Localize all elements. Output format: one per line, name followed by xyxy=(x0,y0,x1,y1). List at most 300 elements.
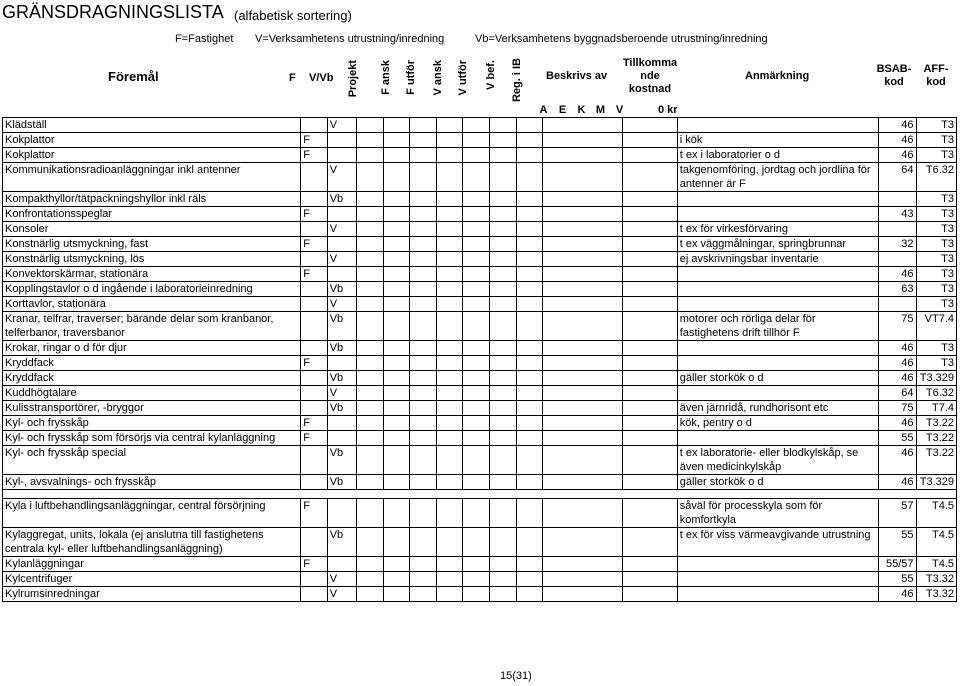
cell-vvb: Vb xyxy=(327,371,357,386)
cell-bsab-kod: 75 xyxy=(879,312,916,341)
cell-beskrivs-av xyxy=(543,192,623,207)
cell-reg-ib xyxy=(516,371,543,386)
cell-v-bef xyxy=(489,386,516,401)
cell-foremal: Kulisstransportörer, -bryggor xyxy=(3,401,301,416)
header-zero-kr: 0 kr xyxy=(658,104,678,116)
cell-foremal: Kokplattor xyxy=(3,133,301,148)
cell-tillkommande-kostnad xyxy=(622,163,677,192)
table-row xyxy=(3,192,957,207)
cell-tillkommande-kostnad xyxy=(622,148,677,163)
cell-beskrivs-av xyxy=(543,282,623,297)
cell-v-ansk xyxy=(436,341,463,356)
cell-vvb: V xyxy=(327,222,357,237)
cell-v-utfor xyxy=(463,148,490,163)
cell-beskrivs-av xyxy=(543,528,623,557)
cell-bsab-kod: 46 xyxy=(879,118,916,133)
cell-v-utfor xyxy=(463,401,490,416)
cell-aff-kod: T3 xyxy=(916,356,956,371)
cell-v-ansk xyxy=(436,475,463,490)
cell-projekt xyxy=(357,499,384,528)
cell-reg-ib xyxy=(516,401,543,416)
cell-v-bef xyxy=(489,118,516,133)
header-f-utfor: F utför xyxy=(405,60,417,95)
cell-tillkommande-kostnad xyxy=(622,252,677,267)
cell-f-utfor xyxy=(410,312,437,341)
cell-bsab-kod: 46 xyxy=(879,148,916,163)
cell-f xyxy=(301,572,328,587)
cell-v-utfor xyxy=(463,133,490,148)
cell-reg-ib xyxy=(516,252,543,267)
cell-vvb: V xyxy=(327,572,357,587)
cell-f-ansk xyxy=(383,386,410,401)
page-subtitle: (alfabetisk sortering) xyxy=(234,8,352,23)
cell-anmarkning xyxy=(677,207,879,222)
cell-aff-kod: T3.329 xyxy=(916,371,956,386)
cell-projekt xyxy=(357,557,384,572)
cell-f-ansk xyxy=(383,267,410,282)
cell-bsab-kod: 55/57 xyxy=(879,557,916,572)
cell-projekt xyxy=(357,192,384,207)
cell-reg-ib xyxy=(516,237,543,252)
cell-foremal: Kuddhögtalare xyxy=(3,386,301,401)
cell-bsab-kod: 46 xyxy=(879,341,916,356)
cell-f-ansk xyxy=(383,297,410,312)
cell-projekt xyxy=(357,267,384,282)
cell-f-utfor xyxy=(410,192,437,207)
cell-vvb: V xyxy=(327,163,357,192)
cell-v-utfor xyxy=(463,371,490,386)
cell-f: F xyxy=(301,207,328,222)
cell-aff-kod: T3 xyxy=(916,222,956,237)
cell-reg-ib xyxy=(516,297,543,312)
cell-foremal: Kompakthyllor/tätpackningshyllor inkl räls xyxy=(3,192,301,207)
cell-v-bef xyxy=(489,252,516,267)
cell-bsab-kod: 46 xyxy=(879,267,916,282)
cell-f xyxy=(301,446,328,475)
cell-beskrivs-av xyxy=(543,572,623,587)
table-row xyxy=(3,222,957,237)
cell-f-utfor xyxy=(410,207,437,222)
cell-v-bef xyxy=(489,499,516,528)
cell-vvb: Vb xyxy=(327,192,357,207)
table-row xyxy=(3,587,957,602)
cell-beskrivs-av xyxy=(543,499,623,528)
cell-foremal: Kylanläggningar xyxy=(3,557,301,572)
cell-anmarkning xyxy=(677,557,879,572)
cell-v-ansk xyxy=(436,312,463,341)
cell-v-utfor xyxy=(463,297,490,312)
cell-v-utfor xyxy=(463,282,490,297)
cell-beskrivs-av xyxy=(543,252,623,267)
cell-f-utfor xyxy=(410,431,437,446)
cell-f-ansk xyxy=(383,282,410,297)
cell-v-bef xyxy=(489,192,516,207)
cell-v-bef xyxy=(489,148,516,163)
legend-verksamhet-bygg: Vb=Verksamhetens byggnadsberoende utrustning/inredning xyxy=(475,33,768,45)
cell-anmarkning xyxy=(677,118,879,133)
cell-f-utfor xyxy=(410,371,437,386)
cell-anmarkning: såväl för processkyla som för komfortkyla xyxy=(677,499,879,528)
table-row xyxy=(3,557,957,572)
cell-f-utfor xyxy=(410,133,437,148)
cell-beskrivs-av xyxy=(543,557,623,572)
cell-v-bef xyxy=(489,297,516,312)
cell-bsab-kod: 46 xyxy=(879,587,916,602)
cell-v-bef xyxy=(489,401,516,416)
cell-reg-ib xyxy=(516,282,543,297)
cell-vvb: Vb xyxy=(327,528,357,557)
cell-bsab-kod: 75 xyxy=(879,401,916,416)
cell-vvb xyxy=(327,431,357,446)
cell-beskrivs-av xyxy=(543,446,623,475)
cell-reg-ib xyxy=(516,446,543,475)
table-row xyxy=(3,341,957,356)
legend-verksamhet: V=Verksamhetens utrustning/inredning xyxy=(255,33,445,45)
cell-projekt xyxy=(357,148,384,163)
cell-v-ansk xyxy=(436,446,463,475)
cell-v-bef xyxy=(489,371,516,386)
cell-f xyxy=(301,371,328,386)
cell-aff-kod: T4.5 xyxy=(916,557,956,572)
cell-beskrivs-av xyxy=(543,416,623,431)
header-letter: V xyxy=(615,104,624,116)
cell-anmarkning xyxy=(677,386,879,401)
cell-foremal: Kranar, telfrar, traverser; bärande delar som kranbanor, telferbanor, traversbanor xyxy=(3,312,301,341)
table-gap-row xyxy=(3,490,957,499)
cell-f xyxy=(301,341,328,356)
cell-v-utfor xyxy=(463,475,490,490)
cell-anmarkning xyxy=(677,282,879,297)
cell-f-ansk xyxy=(383,237,410,252)
cell-vvb: Vb xyxy=(327,475,357,490)
cell-v-bef xyxy=(489,207,516,222)
cell-tillkommande-kostnad xyxy=(622,118,677,133)
table-row xyxy=(3,499,957,528)
cell-f xyxy=(301,297,328,312)
cell-v-ansk xyxy=(436,572,463,587)
cell-f xyxy=(301,587,328,602)
header-anmarkning: Anmärkning xyxy=(745,70,810,82)
cell-vvb xyxy=(327,207,357,222)
cell-tillkommande-kostnad xyxy=(622,431,677,446)
cell-foremal: Kylaggregat, units, lokala (ej anslutna till fastighetens centrala kyl- eller luftbehandlingsanläggning) xyxy=(3,528,301,557)
cell-reg-ib xyxy=(516,416,543,431)
cell-v-bef xyxy=(489,446,516,475)
cell-f: F xyxy=(301,356,328,371)
cell-v-bef xyxy=(489,222,516,237)
cell-foremal: Konvektorskärmar, stationära xyxy=(3,267,301,282)
table-row xyxy=(3,431,957,446)
cell-tillkommande-kostnad xyxy=(622,133,677,148)
cell-f-ansk xyxy=(383,356,410,371)
cell-vvb xyxy=(327,148,357,163)
cell-aff-kod: VT7.4 xyxy=(916,312,956,341)
cell-reg-ib xyxy=(516,267,543,282)
table-row xyxy=(3,371,957,386)
cell-v-ansk xyxy=(436,252,463,267)
cell-beskrivs-av xyxy=(543,207,623,222)
cell-f-utfor xyxy=(410,297,437,312)
header-bsab-kod: BSAB- kod xyxy=(876,63,912,88)
cell-vvb: Vb xyxy=(327,312,357,341)
cell-reg-ib xyxy=(516,207,543,222)
cell-f-utfor xyxy=(410,499,437,528)
cell-v-ansk xyxy=(436,587,463,602)
cell-projekt xyxy=(357,475,384,490)
cell-bsab-kod: 46 xyxy=(879,446,916,475)
cell-aff-kod: T4.5 xyxy=(916,499,956,528)
cell-aff-kod: T3 xyxy=(916,207,956,222)
cell-v-utfor xyxy=(463,416,490,431)
cell-v-utfor xyxy=(463,528,490,557)
cell-tillkommande-kostnad xyxy=(622,528,677,557)
cell-f-ansk xyxy=(383,341,410,356)
cell-f-ansk xyxy=(383,401,410,416)
cell-v-ansk xyxy=(436,148,463,163)
cell-aff-kod: T7.4 xyxy=(916,401,956,416)
cell-f-ansk xyxy=(383,133,410,148)
cell-v-utfor xyxy=(463,341,490,356)
cell-foremal: Kryddfack xyxy=(3,371,301,386)
header-f: F xyxy=(289,72,296,84)
table-row xyxy=(3,475,957,490)
cell-anmarkning xyxy=(677,356,879,371)
cell-bsab-kod: 55 xyxy=(879,528,916,557)
cell-f-ansk xyxy=(383,431,410,446)
cell-anmarkning: kök, pentry o d xyxy=(677,416,879,431)
cell-projekt xyxy=(357,416,384,431)
cell-f-utfor xyxy=(410,341,437,356)
cell-f-ansk xyxy=(383,118,410,133)
cell-f-utfor xyxy=(410,148,437,163)
cell-v-utfor xyxy=(463,587,490,602)
cell-foremal: Kryddfack xyxy=(3,356,301,371)
cell-vvb xyxy=(327,416,357,431)
cell-foremal: Kyl-, avsvalnings- och frysskåp xyxy=(3,475,301,490)
cell-projekt xyxy=(357,371,384,386)
cell-bsab-kod: 43 xyxy=(879,207,916,222)
cell-projekt xyxy=(357,401,384,416)
cell-f: F xyxy=(301,416,328,431)
cell-v-bef xyxy=(489,282,516,297)
cell-beskrivs-av xyxy=(543,237,623,252)
cell-v-bef xyxy=(489,356,516,371)
cell-anmarkning: gäller storkök o d xyxy=(677,371,879,386)
cell-f-ansk xyxy=(383,528,410,557)
cell-v-utfor xyxy=(463,237,490,252)
cell-bsab-kod: 46 xyxy=(879,133,916,148)
cell-f-ansk xyxy=(383,222,410,237)
cell-v-ansk xyxy=(436,499,463,528)
cell-projekt xyxy=(357,163,384,192)
cell-tillkommande-kostnad xyxy=(622,446,677,475)
cell-tillkommande-kostnad xyxy=(622,371,677,386)
cell-foremal: Kommunikationsradioanläggningar inkl antenner xyxy=(3,163,301,192)
cell-projekt xyxy=(357,252,384,267)
cell-beskrivs-av xyxy=(543,312,623,341)
table-row xyxy=(3,133,957,148)
cell-bsab-kod: 57 xyxy=(879,499,916,528)
header-foremal: Föremål xyxy=(108,69,159,84)
cell-bsab-kod: 63 xyxy=(879,282,916,297)
cell-anmarkning xyxy=(677,192,879,207)
cell-foremal: Korttavlor, stationära xyxy=(3,297,301,312)
cell-f-ansk xyxy=(383,499,410,528)
cell-f: F xyxy=(301,237,328,252)
cell-projekt xyxy=(357,133,384,148)
cell-f-utfor xyxy=(410,237,437,252)
cell-reg-ib xyxy=(516,118,543,133)
cell-v-bef xyxy=(489,237,516,252)
cell-vvb: Vb xyxy=(327,401,357,416)
cell-tillkommande-kostnad xyxy=(622,341,677,356)
cell-anmarkning xyxy=(677,572,879,587)
table-row xyxy=(3,237,957,252)
cell-foremal: Klädställ xyxy=(3,118,301,133)
cell-bsab-kod xyxy=(879,297,916,312)
table-row xyxy=(3,572,957,587)
cell-foremal: Kyla i luftbehandlingsanläggningar, central försörjning xyxy=(3,499,301,528)
cell-f xyxy=(301,401,328,416)
cell-f xyxy=(301,312,328,341)
cell-reg-ib xyxy=(516,499,543,528)
cell-anmarkning: t ex för viss värmeavgivande utrustning xyxy=(677,528,879,557)
cell-beskrivs-av xyxy=(543,587,623,602)
cell-f-utfor xyxy=(410,356,437,371)
cell-v-ansk xyxy=(436,207,463,222)
cell-aff-kod: T3.22 xyxy=(916,446,956,475)
header-projekt: Projekt xyxy=(347,60,359,98)
cell-reg-ib xyxy=(516,163,543,192)
cell-aff-kod: T3.329 xyxy=(916,475,956,490)
cell-v-ansk xyxy=(436,133,463,148)
cell-v-ansk xyxy=(436,401,463,416)
cell-v-bef xyxy=(489,431,516,446)
cell-beskrivs-av xyxy=(543,371,623,386)
cell-v-ansk xyxy=(436,118,463,133)
header-letter: K xyxy=(577,104,586,116)
cell-v-ansk xyxy=(436,192,463,207)
cell-foremal: Krokar, ringar o d för djur xyxy=(3,341,301,356)
cell-f-utfor xyxy=(410,386,437,401)
cell-v-ansk xyxy=(436,267,463,282)
cell-projekt xyxy=(357,297,384,312)
cell-vvb: V xyxy=(327,386,357,401)
cell-reg-ib xyxy=(516,133,543,148)
table-row xyxy=(3,401,957,416)
table-row xyxy=(3,282,957,297)
cell-f-ansk xyxy=(383,371,410,386)
cell-anmarkning: i kök xyxy=(677,133,879,148)
cell-projekt xyxy=(357,282,384,297)
table-row xyxy=(3,267,957,282)
cell-v-ansk xyxy=(436,557,463,572)
cell-tillkommande-kostnad xyxy=(622,587,677,602)
cell-v-ansk xyxy=(436,431,463,446)
cell-v-bef xyxy=(489,557,516,572)
cell-f: F xyxy=(301,148,328,163)
cell-f-utfor xyxy=(410,282,437,297)
page-title: GRÄNSDRAGNINGSLISTA xyxy=(2,2,224,22)
cell-v-utfor xyxy=(463,572,490,587)
cell-f xyxy=(301,282,328,297)
table-row xyxy=(3,356,957,371)
header-reg-ib: Reg. i IB xyxy=(511,58,523,103)
table-row xyxy=(3,297,957,312)
cell-f xyxy=(301,528,328,557)
cell-f: F xyxy=(301,499,328,528)
header-letter: A xyxy=(539,104,548,116)
cell-foremal: Kyl- och frysskåp xyxy=(3,416,301,431)
header-vvb: V/Vb xyxy=(309,72,334,84)
cell-anmarkning: t ex väggmålningar, springbrunnar xyxy=(677,237,879,252)
cell-f-ansk xyxy=(383,192,410,207)
cell-f-utfor xyxy=(410,572,437,587)
cell-f-ansk xyxy=(383,557,410,572)
cell-f-ansk xyxy=(383,446,410,475)
cell-f-ansk xyxy=(383,312,410,341)
cell-projekt xyxy=(357,312,384,341)
cell-v-bef xyxy=(489,267,516,282)
cell-beskrivs-av xyxy=(543,341,623,356)
cell-f xyxy=(301,252,328,267)
legend-fastighet: F=Fastighet xyxy=(175,33,234,45)
cell-reg-ib xyxy=(516,312,543,341)
cell-f: F xyxy=(301,133,328,148)
cell-vvb: Vb xyxy=(327,282,357,297)
cell-f-ansk xyxy=(383,252,410,267)
cell-reg-ib xyxy=(516,528,543,557)
cell-projekt xyxy=(357,222,384,237)
cell-vvb xyxy=(327,499,357,528)
cell-vvb xyxy=(327,237,357,252)
table-row xyxy=(3,528,957,557)
cell-vvb: V xyxy=(327,297,357,312)
cell-f-utfor xyxy=(410,118,437,133)
table-row xyxy=(3,252,957,267)
cell-reg-ib xyxy=(516,587,543,602)
header-beskrivs-av: Beskrivs av xyxy=(546,70,608,82)
cell-f-utfor xyxy=(410,401,437,416)
cell-v-utfor xyxy=(463,222,490,237)
cell-reg-ib xyxy=(516,475,543,490)
cell-tillkommande-kostnad xyxy=(622,282,677,297)
cell-tillkommande-kostnad xyxy=(622,416,677,431)
header-aff-kod: AFF- kod xyxy=(923,63,949,88)
cell-projekt xyxy=(357,237,384,252)
header-v-bef: V bef. xyxy=(485,60,497,90)
cell-aff-kod: T3 xyxy=(916,148,956,163)
cell-anmarkning: t ex för virkesförvaring xyxy=(677,222,879,237)
page-number: 15(31) xyxy=(500,670,532,682)
cell-reg-ib xyxy=(516,341,543,356)
cell-bsab-kod: 64 xyxy=(879,386,916,401)
cell-f-utfor xyxy=(410,557,437,572)
cell-v-utfor xyxy=(463,446,490,475)
cell-f xyxy=(301,386,328,401)
cell-f-utfor xyxy=(410,587,437,602)
cell-v-bef xyxy=(489,163,516,192)
cell-projekt xyxy=(357,431,384,446)
cell-foremal: Kyl- och frysskåp som försörjs via central kylanläggning xyxy=(3,431,301,446)
cell-bsab-kod: 55 xyxy=(879,431,916,446)
cell-f-utfor xyxy=(410,252,437,267)
cell-projekt xyxy=(357,572,384,587)
cell-v-bef xyxy=(489,133,516,148)
cell-v-bef xyxy=(489,528,516,557)
cell-bsab-kod: 32 xyxy=(879,237,916,252)
cell-beskrivs-av xyxy=(543,297,623,312)
